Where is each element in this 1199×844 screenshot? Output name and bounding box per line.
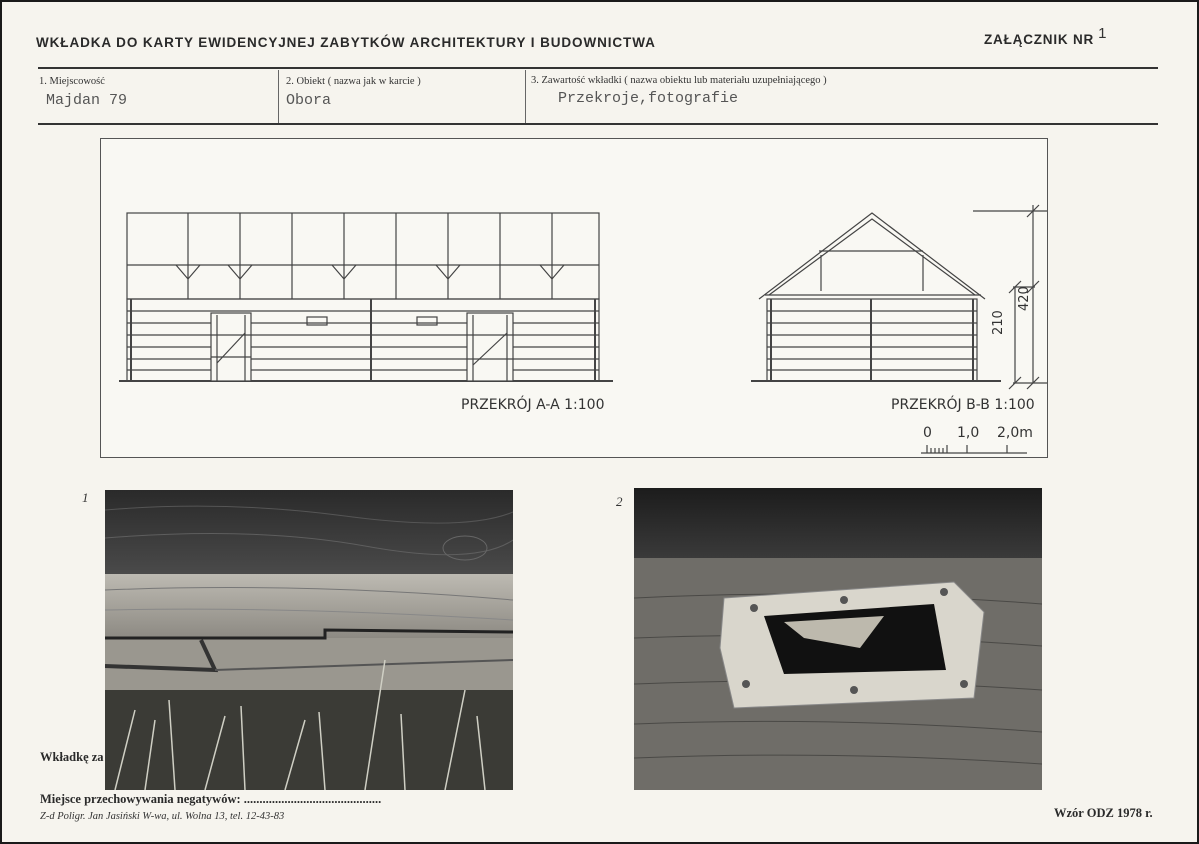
scale-label-zero: 0 <box>923 425 932 441</box>
field-object-value: Obora <box>286 92 332 109</box>
field-content-label: 3. Zawartość wkładki ( nazwa obiektu lub materiału uzupełniającego ) <box>531 75 827 86</box>
section-bb-caption: PRZEKRÓJ B-B 1:100 <box>891 397 1035 413</box>
section-bb-drawing <box>751 205 1047 389</box>
annex-label <box>984 25 1108 48</box>
dimension-upper: 420 <box>1017 286 1032 311</box>
field-divider <box>278 70 279 124</box>
fields-rule <box>38 123 1158 125</box>
photo-1-number: 1 <box>82 490 89 505</box>
form-title: WKŁADKA DO KARTY EWIDENCYJNEJ ZABYTKÓW ARCHITEKTURY I BUDOWNICTWA <box>36 35 656 50</box>
scale-label-two: 2,0m <box>997 425 1033 441</box>
header-rule <box>38 67 1158 69</box>
inserts-label: Wkładkę za <box>40 750 104 764</box>
photo-2-number: 2 <box>616 494 623 509</box>
photo-2 <box>634 488 1042 790</box>
annex-label-text: ZAŁĄCZNIK NR <box>984 32 1095 47</box>
scale-label-one: 1,0 <box>957 425 980 441</box>
field-divider <box>525 70 526 124</box>
annex-number: 1 <box>1098 25 1108 42</box>
photo-1 <box>105 490 513 790</box>
section-aa-drawing <box>119 213 613 381</box>
technical-drawing <box>100 138 1048 458</box>
field-object-label: 2. Obiekt ( nazwa jak w karcie ) <box>286 76 421 87</box>
negatives-location-label: Miejsce przechowywania negatywów: ............................................ <box>40 792 382 806</box>
scale-bar <box>921 445 1027 453</box>
section-aa-caption: PRZEKRÓJ A-A 1:100 <box>461 397 605 413</box>
dimension-lower: 210 <box>991 310 1006 335</box>
form-template-label: Wzór ODZ 1978 r. <box>1054 806 1153 820</box>
inventory-sheet <box>2 2 1197 842</box>
field-locality-label: 1. Miejscowość <box>39 76 105 87</box>
field-content-value: Przekroje,fotografie <box>558 90 739 107</box>
field-locality-value: Majdan 79 <box>46 92 128 109</box>
printer-imprint: Z-d Poligr. Jan Jasiński W-wa, ul. Wolna 13, tel. 12-43-83 <box>40 811 285 822</box>
